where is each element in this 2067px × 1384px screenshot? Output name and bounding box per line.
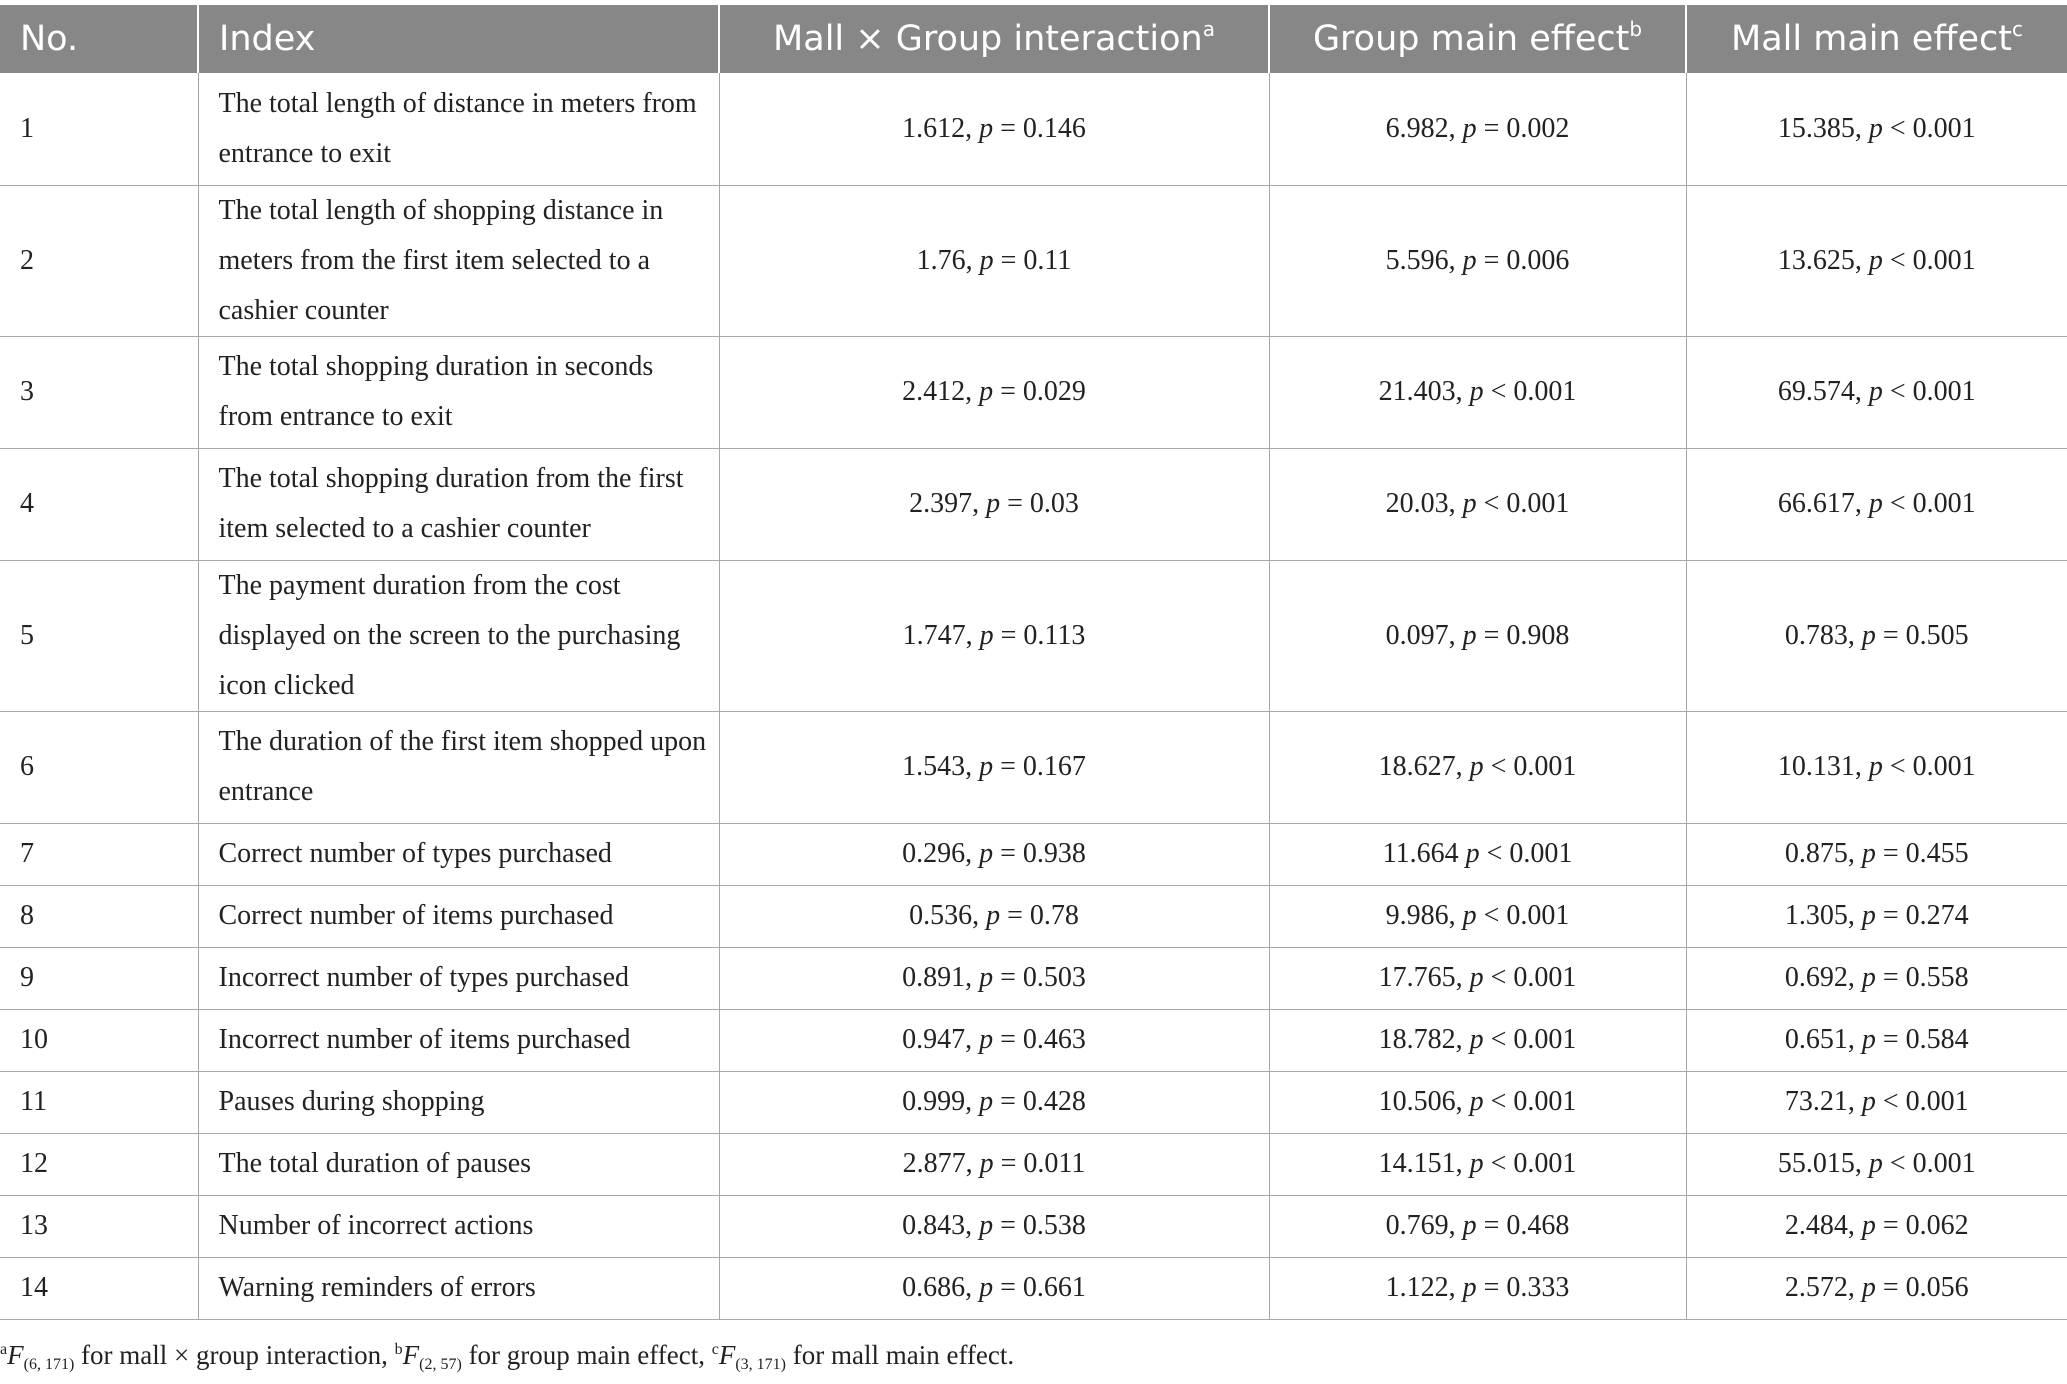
p-value: = 0.002 — [1476, 112, 1570, 144]
p-symbol: p — [1462, 488, 1477, 519]
p-symbol: p — [979, 112, 994, 144]
group-effect-value — [1269, 1195, 1686, 1257]
interaction-value — [719, 448, 1269, 560]
table-row — [0, 73, 2067, 185]
footnote-c-text: for mall main effect. — [786, 1340, 1015, 1370]
group-effect-value — [1269, 1133, 1686, 1195]
p-symbol: p — [1861, 619, 1876, 651]
header-no — [0, 5, 198, 73]
f-statistic: 9.986, — [1385, 900, 1463, 931]
p-value: = 0.78 — [1000, 900, 1079, 931]
p-value: < 0.001 — [1483, 1148, 1577, 1179]
p-symbol: p — [1469, 1148, 1484, 1179]
row-number: 6 — [0, 711, 198, 823]
f-statistic: 0.296, — [902, 838, 980, 869]
p-symbol: p — [979, 1086, 994, 1117]
p-symbol: p — [1469, 962, 1484, 993]
p-symbol: p — [1462, 1272, 1477, 1303]
header-group-effect — [1269, 5, 1686, 73]
p-symbol: p — [1868, 1148, 1883, 1179]
p-symbol: p — [1462, 244, 1477, 276]
table-header — [0, 5, 2067, 73]
p-symbol: p — [979, 751, 994, 782]
p-value: < 0.001 — [1483, 1086, 1577, 1117]
p-value: = 0.908 — [1476, 619, 1570, 651]
f-statistic: 0.843, — [902, 1210, 980, 1241]
interaction-value — [719, 1195, 1269, 1257]
p-value: = 0.11 — [993, 244, 1072, 276]
header-interaction-footnote-mark: a — [1202, 17, 1215, 41]
f-statistic: 1.747, — [902, 619, 980, 651]
f-statistic: 1.543, — [902, 751, 980, 782]
p-value: = 0.274 — [1875, 900, 1969, 931]
interaction-value — [719, 1009, 1269, 1071]
row-index-label: The payment duration from the cost displayed on the screen to the purchasing icon clicked — [198, 560, 719, 711]
f-statistic: 0.875, — [1784, 838, 1862, 869]
group-effect-value — [1269, 560, 1686, 711]
f-statistic: 10.131, — [1777, 751, 1869, 782]
mall-effect-value — [1686, 448, 2067, 560]
p-value: = 0.463 — [993, 1024, 1086, 1055]
table-row — [0, 885, 2067, 947]
f-statistic: 20.03, — [1385, 488, 1463, 519]
f-statistic: 6.982, — [1385, 112, 1463, 144]
group-effect-value — [1269, 711, 1686, 823]
header-index — [198, 5, 719, 73]
f-statistic: 2.412, — [902, 376, 980, 407]
row-index-label: The total shopping duration in seconds from entrance to exit — [198, 336, 719, 448]
f-statistic: 15.385, — [1777, 112, 1869, 144]
header-interaction — [719, 5, 1269, 73]
f-statistic: 0.692, — [1784, 962, 1862, 993]
p-symbol: p — [1861, 900, 1876, 931]
p-value: = 0.455 — [1875, 838, 1969, 869]
group-effect-value — [1269, 185, 1686, 336]
footnote-mark-a: a — [0, 1341, 8, 1358]
f-statistic: 13.625, — [1777, 244, 1869, 276]
interaction-value — [719, 885, 1269, 947]
p-symbol: p — [986, 488, 1001, 519]
mall-effect-value — [1686, 1195, 2067, 1257]
row-index-label: Number of incorrect actions — [198, 1195, 719, 1257]
table-footnote — [0, 1340, 2067, 1371]
f-statistic: 1.305, — [1784, 900, 1862, 931]
results-table-container — [0, 5, 2067, 1320]
table-row — [0, 448, 2067, 560]
f-statistic: 0.783, — [1784, 619, 1862, 651]
f-statistic: 2.484, — [1784, 1210, 1862, 1241]
footnote-a-text: for mall × group interaction, — [74, 1340, 395, 1370]
footnote-mark-b: b — [394, 1341, 403, 1358]
p-symbol: p — [1465, 838, 1480, 869]
p-value: = 0.661 — [993, 1272, 1086, 1303]
header-mall-label: Mall main effect — [1731, 19, 2012, 59]
p-value: < 0.001 — [1476, 900, 1570, 931]
p-symbol: p — [1861, 1086, 1876, 1117]
p-value: < 0.001 — [1479, 838, 1573, 869]
f-statistic: 0.097, — [1385, 619, 1463, 651]
header-mall-effect — [1686, 5, 2067, 73]
group-effect-value — [1269, 1257, 1686, 1319]
p-symbol: p — [1462, 112, 1477, 144]
interaction-value — [719, 1133, 1269, 1195]
p-value: = 0.011 — [993, 1148, 1086, 1179]
footnote-a-stat: F — [7, 1340, 24, 1370]
p-symbol: p — [1462, 1210, 1477, 1241]
row-index-label: Correct number of types purchased — [198, 823, 719, 885]
header-interaction-label: Mall × Group interaction — [773, 19, 1203, 59]
f-statistic: 0.686, — [902, 1272, 980, 1303]
p-value: = 0.146 — [993, 112, 1086, 144]
interaction-value — [719, 823, 1269, 885]
header-group-footnote-mark: b — [1629, 17, 1643, 41]
p-value: = 0.538 — [993, 1210, 1086, 1241]
p-symbol: p — [979, 1148, 994, 1179]
row-number: 9 — [0, 947, 198, 1009]
mall-effect-value — [1686, 885, 2067, 947]
interaction-value — [719, 73, 1269, 185]
p-symbol: p — [1868, 488, 1883, 519]
row-number: 4 — [0, 448, 198, 560]
f-statistic: 66.617, — [1777, 488, 1869, 519]
row-number: 2 — [0, 185, 198, 336]
f-statistic: 10.506, — [1378, 1086, 1470, 1117]
p-value: < 0.001 — [1483, 376, 1577, 407]
footnote-b-df: (2, 57) — [419, 1356, 462, 1373]
footnote-a-df: (6, 171) — [23, 1356, 75, 1373]
interaction-value — [719, 711, 1269, 823]
row-number: 11 — [0, 1071, 198, 1133]
p-value: < 0.001 — [1483, 751, 1577, 782]
f-statistic: 17.765, — [1378, 962, 1470, 993]
group-effect-value — [1269, 73, 1686, 185]
f-statistic: 21.403, — [1378, 376, 1470, 407]
table-row — [0, 1195, 2067, 1257]
footnote-b-text: for group main effect, — [461, 1340, 712, 1370]
f-statistic: 2.877, — [902, 1148, 980, 1179]
p-symbol: p — [1868, 751, 1883, 782]
p-value: = 0.333 — [1476, 1272, 1570, 1303]
table-row — [0, 1071, 2067, 1133]
table-row — [0, 947, 2067, 1009]
row-number: 8 — [0, 885, 198, 947]
results-table — [0, 5, 2067, 1320]
interaction-value — [719, 947, 1269, 1009]
mall-effect-value — [1686, 1009, 2067, 1071]
group-effect-value — [1269, 885, 1686, 947]
p-symbol: p — [1868, 244, 1883, 276]
mall-effect-value — [1686, 336, 2067, 448]
p-value: < 0.001 — [1476, 488, 1570, 519]
mall-effect-value — [1686, 1257, 2067, 1319]
row-index-label: Incorrect number of types purchased — [198, 947, 719, 1009]
table-row — [0, 823, 2067, 885]
row-index-label: The total length of distance in meters from entrance to exit — [198, 73, 719, 185]
footnote-b-stat: F — [402, 1340, 420, 1370]
p-value: < 0.001 — [1483, 1024, 1577, 1055]
footnote-c-stat: F — [718, 1340, 736, 1370]
p-value: = 0.006 — [1476, 244, 1570, 276]
row-number: 3 — [0, 336, 198, 448]
mall-effect-value — [1686, 560, 2067, 711]
table-row — [0, 711, 2067, 823]
p-value: < 0.001 — [1483, 962, 1577, 993]
f-statistic: 1.122, — [1385, 1272, 1463, 1303]
row-index-label: Correct number of items purchased — [198, 885, 719, 947]
table-row — [0, 185, 2067, 336]
table-row — [0, 1009, 2067, 1071]
p-value: = 0.428 — [993, 1086, 1086, 1117]
mall-effect-value — [1686, 1071, 2067, 1133]
row-number: 7 — [0, 823, 198, 885]
p-symbol: p — [1469, 751, 1484, 782]
p-symbol: p — [1469, 1086, 1484, 1117]
p-value: < 0.001 — [1875, 1086, 1969, 1117]
p-symbol: p — [1861, 1210, 1876, 1241]
f-statistic: 14.151, — [1378, 1148, 1470, 1179]
f-statistic: 11.664 — [1382, 838, 1466, 869]
p-symbol: p — [979, 962, 994, 993]
p-symbol: p — [1861, 1272, 1876, 1303]
p-symbol: p — [1861, 1024, 1876, 1055]
f-statistic: 5.596, — [1385, 244, 1463, 276]
header-index-label: Index — [219, 19, 316, 59]
row-number: 1 — [0, 73, 198, 185]
p-symbol: p — [979, 619, 994, 651]
interaction-value — [719, 1071, 1269, 1133]
mall-effect-value — [1686, 185, 2067, 336]
p-value: = 0.468 — [1476, 1210, 1570, 1241]
p-symbol: p — [1861, 962, 1876, 993]
p-value: = 0.029 — [993, 376, 1086, 407]
f-statistic: 0.891, — [902, 962, 980, 993]
mall-effect-value — [1686, 1133, 2067, 1195]
p-symbol: p — [979, 838, 994, 869]
p-symbol: p — [1462, 900, 1477, 931]
p-value: < 0.001 — [1882, 1148, 1976, 1179]
row-index-label: The total shopping duration from the first item selected to a cashier counter — [198, 448, 719, 560]
header-group-label: Group main effect — [1312, 19, 1630, 59]
mall-effect-value — [1686, 947, 2067, 1009]
p-value: = 0.167 — [993, 751, 1086, 782]
group-effect-value — [1269, 1009, 1686, 1071]
f-statistic: 1.612, — [902, 112, 980, 144]
row-index-label: The total duration of pauses — [198, 1133, 719, 1195]
group-effect-value — [1269, 947, 1686, 1009]
interaction-value — [719, 185, 1269, 336]
f-statistic: 69.574, — [1777, 376, 1869, 407]
p-symbol: p — [1861, 838, 1876, 869]
f-statistic: 2.572, — [1784, 1272, 1862, 1303]
row-number: 12 — [0, 1133, 198, 1195]
p-symbol: p — [979, 244, 994, 276]
p-symbol: p — [979, 376, 994, 407]
mall-effect-value — [1686, 73, 2067, 185]
f-statistic: 1.76, — [916, 244, 980, 276]
f-statistic: 2.397, — [909, 488, 987, 519]
p-value: = 0.584 — [1875, 1024, 1969, 1055]
interaction-value — [719, 336, 1269, 448]
p-value: = 0.113 — [993, 619, 1086, 651]
f-statistic: 0.536, — [909, 900, 987, 931]
p-symbol: p — [979, 1024, 994, 1055]
p-value: = 0.505 — [1875, 619, 1969, 651]
f-statistic: 0.769, — [1385, 1210, 1463, 1241]
interaction-value — [719, 560, 1269, 711]
p-symbol: p — [979, 1210, 994, 1241]
p-value: = 0.03 — [1000, 488, 1079, 519]
p-value: < 0.001 — [1882, 244, 1976, 276]
row-number: 13 — [0, 1195, 198, 1257]
row-number: 14 — [0, 1257, 198, 1319]
p-symbol: p — [1462, 619, 1477, 651]
row-index-label: The total length of shopping distance in meters from the first item selected to a cashier counter — [198, 185, 719, 336]
p-value: = 0.938 — [993, 838, 1086, 869]
row-index-label: Warning reminders of errors — [198, 1257, 719, 1319]
p-symbol: p — [1868, 376, 1883, 407]
table-row — [0, 1257, 2067, 1319]
f-statistic: 73.21, — [1784, 1086, 1862, 1117]
group-effect-value — [1269, 1071, 1686, 1133]
p-value: = 0.503 — [993, 962, 1086, 993]
mall-effect-value — [1686, 823, 2067, 885]
row-index-label: The duration of the first item shopped upon entrance — [198, 711, 719, 823]
mall-effect-value — [1686, 711, 2067, 823]
group-effect-value — [1269, 823, 1686, 885]
table-row — [0, 1133, 2067, 1195]
f-statistic: 0.999, — [902, 1086, 980, 1117]
header-mall-footnote-mark: c — [2011, 17, 2023, 41]
f-statistic: 0.651, — [1784, 1024, 1862, 1055]
f-statistic: 55.015, — [1777, 1148, 1869, 1179]
header-no-label: No. — [20, 19, 79, 59]
f-statistic: 18.782, — [1378, 1024, 1470, 1055]
p-symbol: p — [979, 1272, 994, 1303]
row-number: 10 — [0, 1009, 198, 1071]
table-row — [0, 336, 2067, 448]
table-row — [0, 560, 2067, 711]
p-symbol: p — [1469, 376, 1484, 407]
p-value: < 0.001 — [1882, 112, 1976, 144]
p-value: = 0.062 — [1875, 1210, 1969, 1241]
p-value: < 0.001 — [1882, 751, 1976, 782]
p-symbol: p — [986, 900, 1001, 931]
row-number: 5 — [0, 560, 198, 711]
table-body — [0, 73, 2067, 1319]
header-row — [0, 5, 2067, 73]
p-symbol: p — [1868, 112, 1883, 144]
row-index-label: Incorrect number of items purchased — [198, 1009, 719, 1071]
group-effect-value — [1269, 336, 1686, 448]
f-statistic: 0.947, — [902, 1024, 980, 1055]
p-value: < 0.001 — [1882, 376, 1976, 407]
p-value: = 0.056 — [1875, 1272, 1969, 1303]
p-value: = 0.558 — [1875, 962, 1969, 993]
footnote-mark-c: c — [711, 1341, 719, 1358]
group-effect-value — [1269, 448, 1686, 560]
p-value: < 0.001 — [1882, 488, 1976, 519]
f-statistic: 18.627, — [1378, 751, 1470, 782]
p-symbol: p — [1469, 1024, 1484, 1055]
footnote-c-df: (3, 171) — [735, 1356, 786, 1373]
interaction-value — [719, 1257, 1269, 1319]
row-index-label: Pauses during shopping — [198, 1071, 719, 1133]
